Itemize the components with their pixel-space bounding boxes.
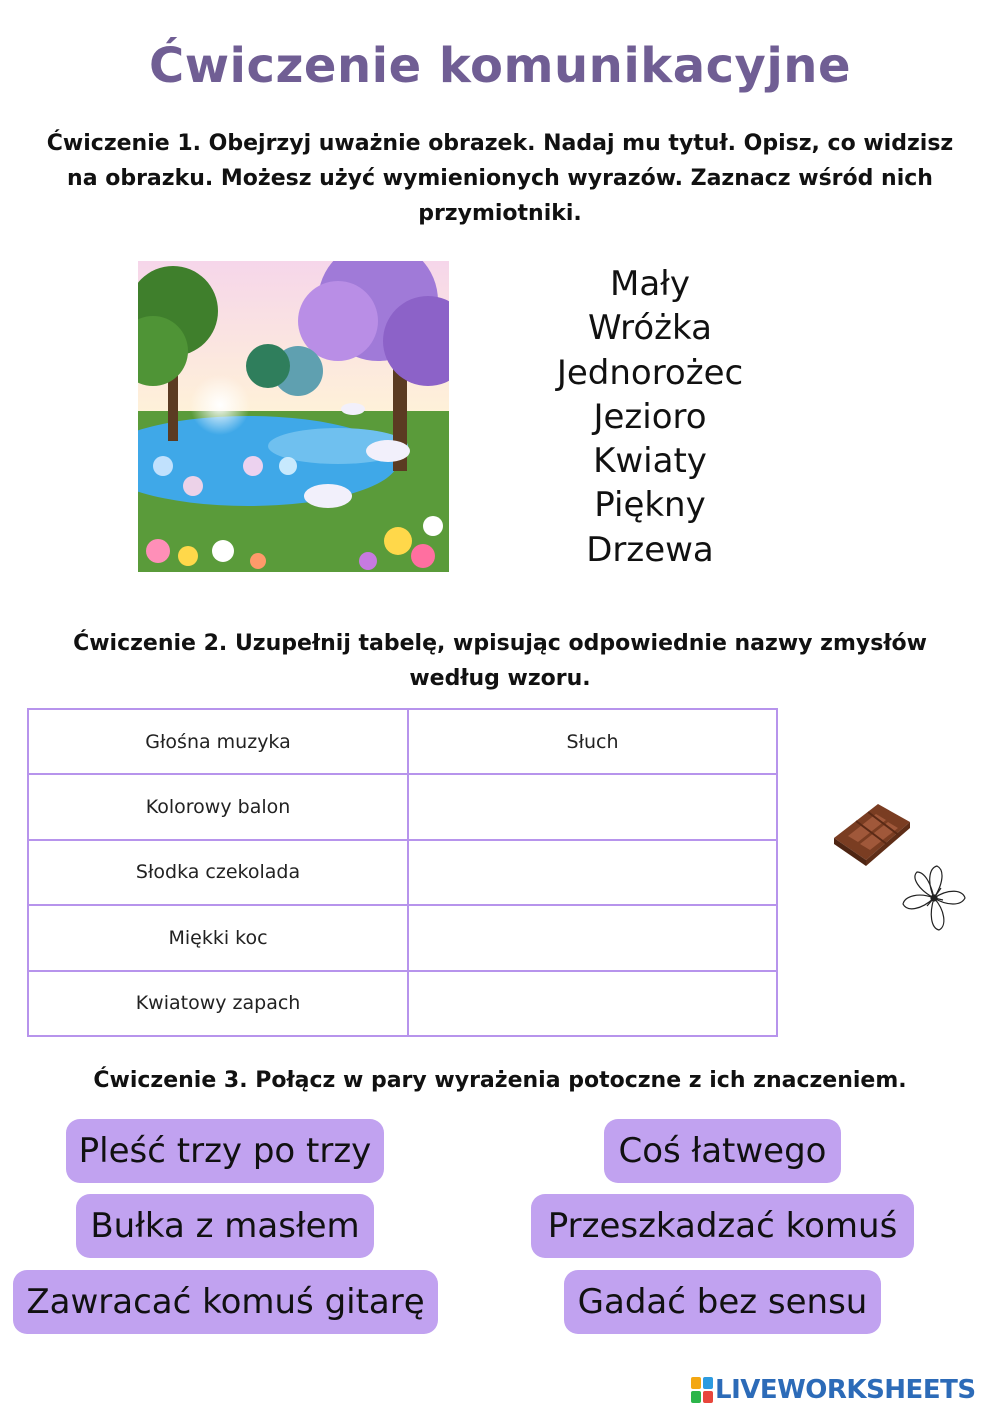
table-cell-item: Głośna muzyka <box>28 709 408 774</box>
exercise-1-heading: Ćwiczenie 1. Obejrzyj uważnie obrazek. Nadaj mu tytuł. Opisz, co widzisz na obrazku. Możesz użyć wymienionych wyrazów. Zaznacz wśród nich przymiotniki. <box>46 131 954 226</box>
table-row <box>28 774 777 839</box>
expression-pill-left[interactable]: Bułka z masłem <box>76 1194 374 1258</box>
expression-pill-left[interactable]: Pleść trzy po trzy <box>66 1119 384 1183</box>
table-cell-item: Miękki koc <box>28 905 408 970</box>
logo-badge-icon <box>691 1377 713 1403</box>
page-title: Ćwiczenie komunikacyjne <box>148 38 851 94</box>
liveworksheets-logo <box>691 1372 976 1408</box>
expression-pill-left[interactable]: Zawracać komuś gitarę <box>13 1270 438 1334</box>
fairy-landscape-image <box>138 261 449 572</box>
flower-icon <box>897 862 971 936</box>
exercise-3-heading: Ćwiczenie 3. Połącz w pary wyrażenia potoczne z ich znaczeniem. <box>93 1068 907 1093</box>
table-cell-sense: Słuch <box>408 709 777 774</box>
meaning-pill-right[interactable]: Przeszkadzać komuś <box>531 1194 914 1258</box>
word-list <box>520 262 780 572</box>
table-row <box>28 709 777 774</box>
exercise-2-heading: Ćwiczenie 2. Uzupełnij tabelę, wpisując odpowiednie nazwy zmysłów według wzoru. <box>73 631 927 691</box>
answer-field[interactable] <box>408 774 777 839</box>
meaning-pill-right[interactable]: Coś łatwego <box>604 1119 841 1183</box>
word-item: Jezioro <box>593 396 707 437</box>
chocolate-icon <box>828 800 914 868</box>
table-cell-item: Słodka czekolada <box>28 840 408 905</box>
word-item: Piękny <box>594 485 706 526</box>
table-row <box>28 905 777 970</box>
answer-field[interactable] <box>408 971 777 1036</box>
answer-field[interactable] <box>408 840 777 905</box>
meaning-pill-right[interactable]: Gadać bez sensu <box>564 1270 881 1334</box>
answer-field[interactable] <box>408 905 777 970</box>
word-item: Wróżka <box>588 308 712 349</box>
word-item: Kwiaty <box>593 441 707 482</box>
word-item: Drzewa <box>586 529 714 570</box>
table-row <box>28 971 777 1036</box>
word-item: Mały <box>610 264 690 304</box>
senses-table <box>27 708 778 1037</box>
word-item: Jednorożec <box>556 352 744 393</box>
table-cell-item: Kolorowy balon <box>28 774 408 839</box>
table-row <box>28 840 777 905</box>
logo-text: LIVEWORKSHEETS <box>715 1375 976 1405</box>
table-cell-item: Kwiatowy zapach <box>28 971 408 1036</box>
